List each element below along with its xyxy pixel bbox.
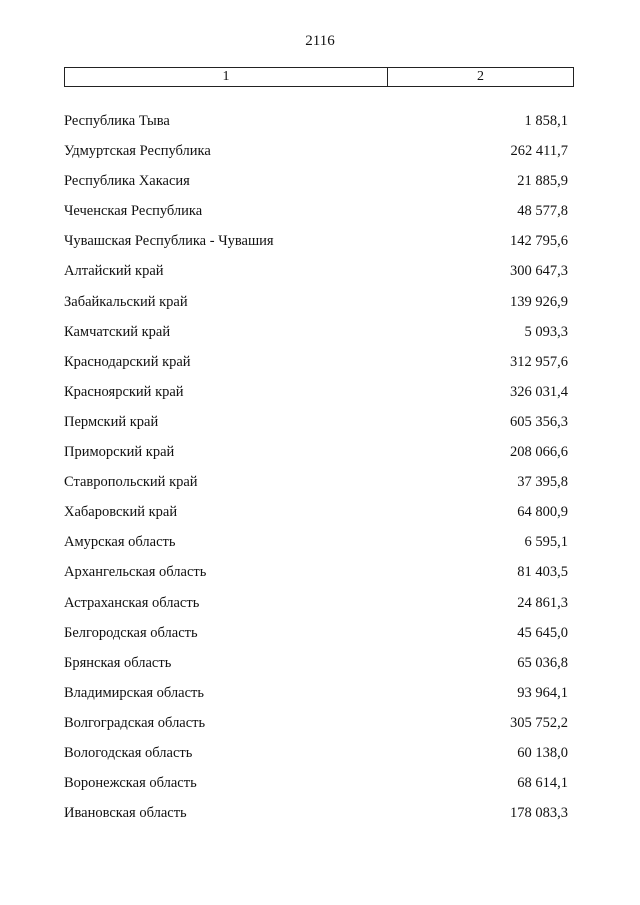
region-name: Забайкальский край [64, 293, 188, 310]
table-row [0, 805, 640, 835]
table-row [0, 354, 640, 384]
table-row [0, 324, 640, 354]
region-name: Чеченская Республика [64, 203, 203, 220]
region-name: Республика Тыва [64, 113, 170, 129]
region-name: Пермский край [64, 413, 159, 430]
table-row [0, 775, 640, 805]
amount-value: 64 800,9 [517, 504, 568, 521]
region-name: Брянская область [64, 654, 172, 671]
table-row [0, 685, 640, 715]
amount-value: 1 858,1 [524, 113, 568, 129]
table-row [0, 203, 640, 233]
amount-value: 139 926,9 [510, 293, 568, 310]
amount-value: 5 093,3 [524, 323, 568, 340]
table-row [0, 715, 640, 745]
amount-value: 300 647,3 [510, 263, 568, 280]
table-row [0, 414, 640, 444]
region-name: Приморский край [64, 444, 175, 461]
amount-value: 45 645,0 [517, 624, 568, 641]
table-column-header [64, 67, 574, 87]
amount-value: 605 356,3 [510, 413, 568, 430]
region-name: Алтайский край [64, 263, 164, 280]
region-name: Краснодарский край [64, 353, 191, 370]
table-row [0, 444, 640, 474]
table-row [0, 745, 640, 775]
table-row [0, 263, 640, 293]
table-row [0, 595, 640, 625]
region-name: Волгоградская область [64, 714, 206, 731]
amount-value: 68 614,1 [517, 775, 568, 792]
amount-value: 208 066,6 [510, 444, 568, 461]
amount-value: 60 138,0 [517, 744, 568, 761]
amount-value: 312 957,6 [510, 353, 568, 370]
table-row [0, 474, 640, 504]
region-name: Республика Хакасия [64, 173, 190, 190]
amount-value: 142 795,6 [510, 233, 568, 250]
amount-value: 6 595,1 [524, 534, 568, 551]
table-row [0, 564, 640, 594]
column-header-2: 2 [477, 69, 484, 84]
amount-value: 48 577,8 [517, 203, 568, 220]
page-number: 2116 [305, 33, 335, 49]
amount-value: 305 752,2 [510, 714, 568, 731]
region-name: Ивановская область [64, 805, 187, 822]
region-name: Камчатский край [64, 323, 171, 340]
table-row [0, 625, 640, 655]
amount-value: 262 411,7 [510, 143, 568, 160]
table-row [0, 384, 640, 414]
region-name: Вологодская область [64, 744, 193, 761]
region-name: Удмуртская Республика [64, 143, 211, 160]
table-body [0, 113, 640, 835]
region-name: Воронежская область [64, 775, 197, 792]
amount-value: 37 395,8 [517, 474, 568, 491]
region-name: Красноярский край [64, 383, 184, 400]
table-row [0, 143, 640, 173]
amount-value: 326 031,4 [510, 383, 568, 400]
amount-value: 24 861,3 [517, 594, 568, 611]
amount-value: 21 885,9 [517, 173, 568, 190]
table-row [0, 113, 640, 143]
amount-value: 93 964,1 [517, 684, 568, 701]
table-row [0, 655, 640, 685]
table-row [0, 233, 640, 263]
column-header-1: 1 [65, 68, 388, 86]
table-row [0, 294, 640, 324]
region-name: Амурская область [64, 534, 176, 551]
table-row [0, 504, 640, 534]
amount-value: 65 036,8 [517, 654, 568, 671]
region-name: Белгородская область [64, 624, 198, 641]
region-name: Владимирская область [64, 684, 204, 701]
region-name: Архангельская область [64, 564, 207, 581]
region-name: Чувашская Республика - Чувашия [64, 233, 274, 250]
region-name: Астраханская область [64, 594, 200, 611]
table-row [0, 173, 640, 203]
amount-value: 81 403,5 [517, 564, 568, 581]
region-name: Ставропольский край [64, 474, 198, 491]
table-row [0, 534, 640, 564]
amount-value: 178 083,3 [510, 805, 568, 822]
region-name: Хабаровский край [64, 504, 178, 521]
